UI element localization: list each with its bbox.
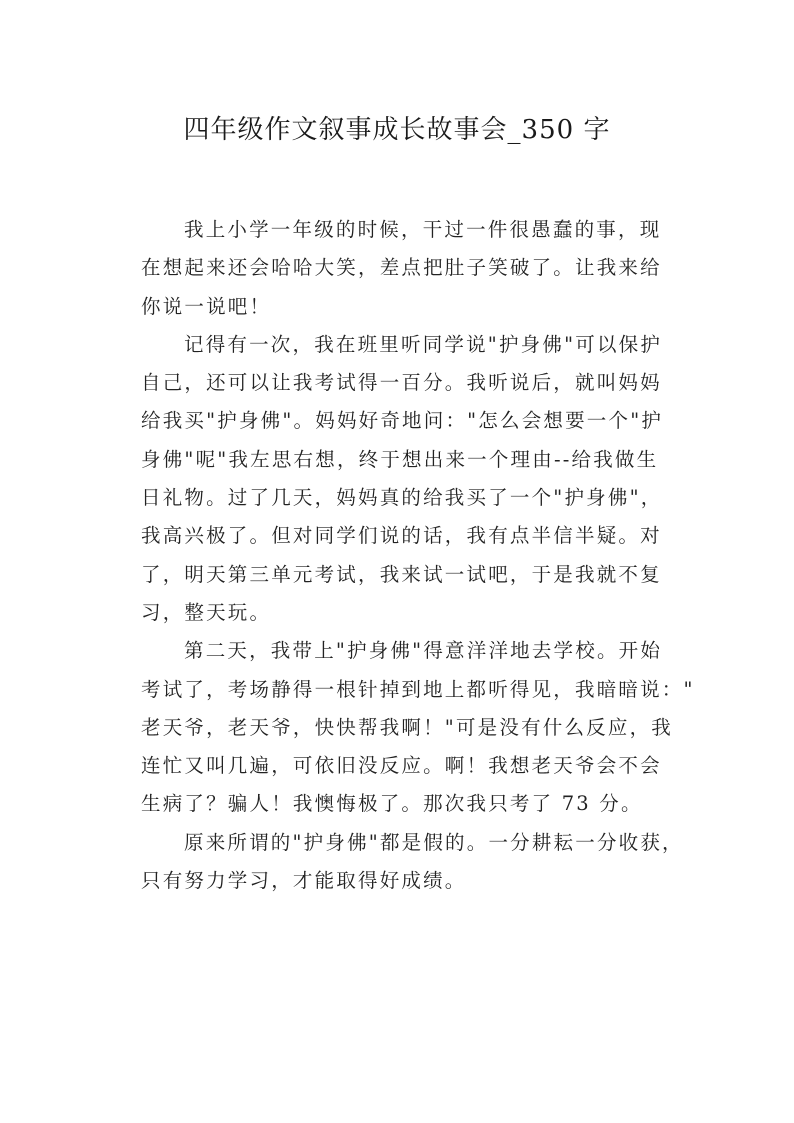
text-line: 我上小学一年级的时候，干过一件很愚蠢的事，现 xyxy=(184,218,662,241)
paragraph-1 xyxy=(141,211,661,326)
text-line: 老天爷，老天爷，快快帮我啊！"可是没有什么反应，我 xyxy=(141,715,673,739)
paragraph-3 xyxy=(141,632,695,823)
text-line: 了，明天第三单元考试，我来试一试吧，于是我就不复 xyxy=(141,562,662,586)
text-line: 记得有一次，我在班里听同学说"护身佛"可以保护 xyxy=(184,332,663,356)
paragraph-4 xyxy=(141,824,684,901)
document-title: 四年级作文叙事成长故事会_350 字 xyxy=(183,115,611,145)
text-line: 连忙又叫几遍，可依旧没反应。啊！我想老天爷会不会 xyxy=(141,754,662,778)
text-line: 在想起来还会哈哈大笑，差点把肚子笑破了。让我来给 xyxy=(141,256,662,280)
text-line: 只有努力学习，才能取得好成绩。 xyxy=(141,869,467,893)
text-line: 考试了，考场静得一根针掉到地上都听得见，我暗暗说：" xyxy=(141,677,695,701)
paragraph-2 xyxy=(141,326,664,632)
text-line: 原来所谓的"护身佛"都是假的。一分耕耘一分收获， xyxy=(184,830,684,854)
document-body xyxy=(141,211,695,900)
text-line: 习，整天玩。 xyxy=(141,600,272,624)
text-line: 日礼物。过了几天，妈妈真的给我买了一个"护身佛"， xyxy=(141,486,663,510)
text-line: 给我买"护身佛"。妈妈好奇地问："怎么会想要一个"护 xyxy=(141,409,664,433)
text-line: 你说一说吧！ xyxy=(141,294,272,318)
text-line: 第二天，我带上"护身佛"得意洋洋地去学校。开始 xyxy=(184,639,663,663)
text-line: 自己，还可以让我考试得一百分。我听说后，就叫妈妈 xyxy=(141,371,662,395)
text-line: 生病了？骗人！我懊悔极了。那次我只考了 73 分。 xyxy=(141,792,643,816)
text-line: 身佛"呢"我左思右想，终于想出来一个理由--给我做生 xyxy=(141,447,659,471)
text-line: 我高兴极了。但对同学们说的话，我有点半信半疑。对 xyxy=(141,524,662,548)
